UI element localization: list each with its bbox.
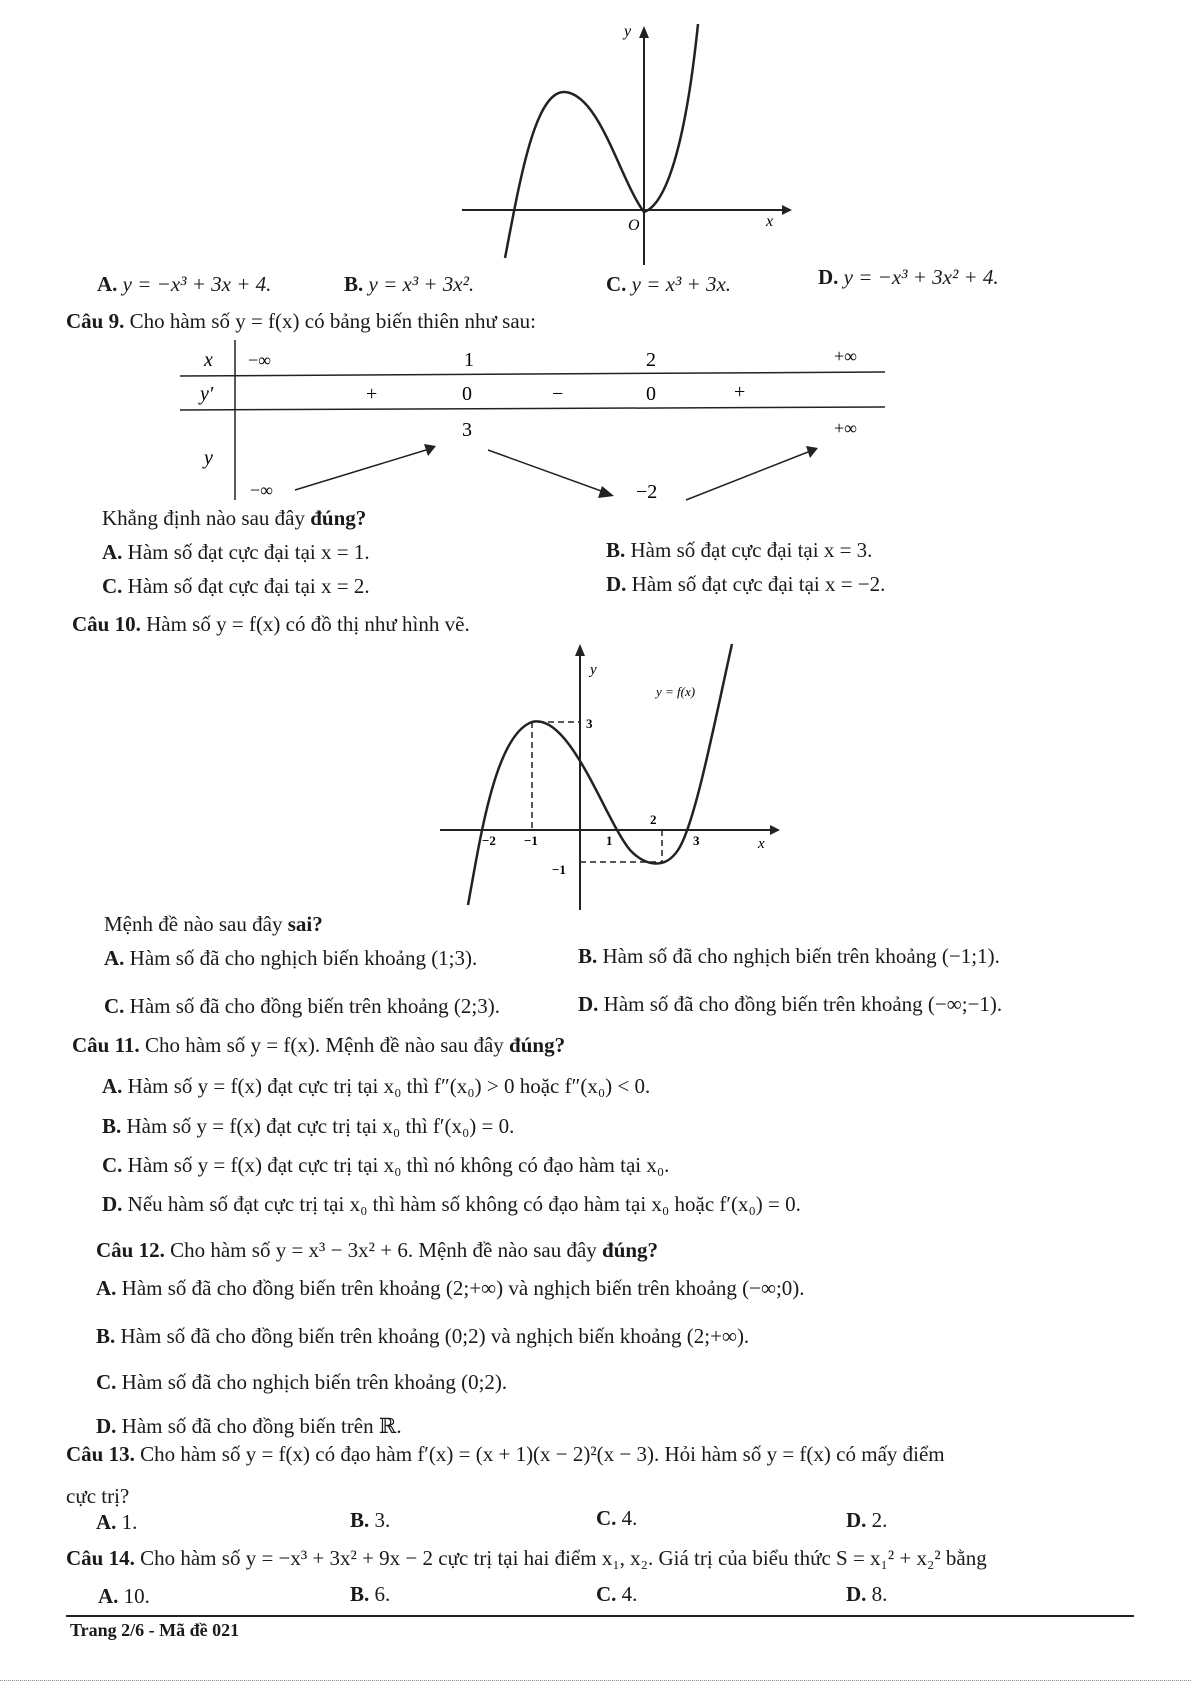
graph1-origin-label: O — [628, 217, 640, 234]
q12-answer-a-text: Hàm số đã cho đồng biến trên khoảng (2;+∞) và nghịch biến trên khoảng (−∞;0). — [121, 1276, 805, 1300]
q9-title: Câu 9. — [66, 309, 125, 333]
q13-answer-a[interactable] — [96, 1510, 137, 1535]
q10-stem-text: Hàm số y = f(x) có đồ thị như hình vẽ. — [146, 612, 470, 636]
q14-answer-b-label: B. — [350, 1582, 370, 1606]
q12-answer-d-text: Hàm số đã cho đồng biến trên ℝ. — [121, 1414, 402, 1438]
table-x-2: 2 — [646, 349, 656, 371]
q8-answer-b[interactable] — [344, 272, 474, 297]
q9-stem — [66, 309, 536, 334]
q12-answer-a[interactable] — [96, 1276, 805, 1301]
graph1-curve — [505, 24, 698, 258]
q14-answer-d-text: 8. — [871, 1582, 888, 1606]
q10-y-arrow — [575, 644, 585, 656]
q10-tick-1: 1 — [606, 833, 613, 848]
table-arrow-down — [488, 450, 604, 492]
q14-stem-text: Cho hàm số y = −x³ + 3x² + 9x − 2 cực trị tại hai điểm x₁, x₂. Giá trị của biểu thức S = x₁² + x₂² bằng — [140, 1546, 987, 1570]
q13-answer-b-label: B. — [350, 1508, 370, 1532]
q9-stem-text: Cho hàm số y = f(x) có bảng biến thiên như sau: — [129, 309, 537, 333]
q10-tick-2: 2 — [650, 812, 657, 827]
q10-answer-d[interactable] — [578, 992, 1002, 1017]
table-yprime-minus: − — [552, 383, 564, 405]
q14-answer-d[interactable] — [846, 1582, 887, 1607]
q13-answer-c-label: C. — [596, 1506, 617, 1530]
q9-question — [102, 506, 366, 531]
q13-answer-c-text: 4. — [621, 1506, 638, 1530]
table-yprime-zero-2: 0 — [646, 383, 656, 405]
q10-question-bold: sai? — [287, 912, 323, 936]
table-y-label: y — [204, 447, 213, 469]
q10-answer-d-label: D. — [578, 992, 599, 1016]
graph1-x-label: x — [766, 213, 774, 230]
q12-stem — [96, 1238, 658, 1263]
q13-answer-d[interactable] — [846, 1508, 887, 1533]
q11-stem-bold: đúng? — [509, 1033, 566, 1057]
q9-question-bold: đúng? — [310, 506, 367, 530]
q9-answer-d-label: D. — [606, 572, 627, 596]
footer-code: 021 — [212, 1620, 240, 1640]
q14-answer-d-label: D. — [846, 1582, 867, 1606]
q12-answer-b[interactable] — [96, 1324, 749, 1349]
q14-answer-a-label: A. — [98, 1584, 119, 1608]
page-bottom-edge — [0, 1680, 1191, 1681]
q10-question — [104, 912, 323, 937]
q14-answer-c-text: 4. — [621, 1582, 638, 1606]
q8-answer-d[interactable] — [818, 265, 999, 290]
q9-answer-a-label: A. — [102, 540, 123, 564]
q11-answer-b-text: Hàm số y = f(x) đạt cực trị tại x₀ thì f′(x₀) = 0. — [126, 1114, 515, 1138]
q9-answer-c[interactable] — [102, 574, 370, 599]
q8-answer-c[interactable] — [606, 272, 731, 297]
q12-answer-d-label: D. — [96, 1414, 117, 1438]
q10-graph — [440, 640, 790, 910]
table-hline-2 — [180, 407, 885, 410]
q10-stem — [72, 612, 470, 637]
q12-answer-c-label: C. — [96, 1370, 117, 1394]
q10-title: Câu 10. — [72, 612, 141, 636]
q11-answer-c-text: Hàm số y = f(x) đạt cực trị tại x₀ thì nó không có đạo hàm tại x₀. — [127, 1153, 670, 1177]
q13-answer-d-text: 2. — [871, 1508, 888, 1532]
q10-y-label: y — [590, 662, 597, 678]
q9-answer-a-text: Hàm số đạt cực đại tại x = 1. — [127, 540, 370, 564]
q11-answer-d-text: Nếu hàm số đạt cực trị tại x₀ thì hàm số không có đạo hàm tại x₀ hoặc f′(x₀) = 0. — [127, 1192, 801, 1216]
table-arrow-up-2 — [686, 452, 808, 500]
q11-stem-text: Cho hàm số y = f(x). Mệnh đề nào sau đây — [144, 1033, 504, 1057]
q8-answer-d-label: D. — [818, 265, 839, 289]
q12-stem-bold: đúng? — [602, 1238, 659, 1262]
table-x-pos-inf: +∞ — [834, 346, 857, 366]
q10-tick-y3: 3 — [586, 716, 593, 731]
q10-answer-a-text: Hàm số đã cho nghịch biến khoảng (1;3). — [129, 946, 478, 970]
q9-answer-c-label: C. — [102, 574, 123, 598]
q10-answer-c[interactable] — [104, 994, 500, 1019]
q12-answer-c-text: Hàm số đã cho nghịch biến trên khoảng (0;2). — [121, 1370, 508, 1394]
q14-answer-c[interactable] — [596, 1582, 637, 1607]
q10-answer-d-text: Hàm số đã cho đồng biến trên khoảng (−∞;−1). — [603, 992, 1003, 1016]
q9-answer-c-text: Hàm số đạt cực đại tại x = 2. — [127, 574, 370, 598]
q12-title: Câu 12. — [96, 1238, 165, 1262]
q10-tick-x3: 3 — [693, 833, 700, 848]
q13-stem-cont: cực trị? — [66, 1484, 130, 1508]
table-yprime-plus-1: + — [366, 383, 378, 405]
q9-question-text: Khẳng định nào sau đây — [102, 506, 305, 530]
table-yprime-label: y′ — [200, 383, 214, 405]
graph1-x-arrow — [782, 205, 792, 215]
q8-answer-a[interactable] — [97, 272, 271, 297]
q13-stem-text: Cho hàm số y = f(x) có đạo hàm f′(x) = (x + 1)(x − 2)²(x − 3). Hỏi hàm số y = f(x) có mấy điểm — [140, 1442, 945, 1466]
q10-answer-a[interactable] — [104, 946, 477, 971]
q14-answer-a[interactable] — [98, 1584, 150, 1609]
q10-answer-b[interactable] — [578, 944, 1000, 969]
q11-answer-a-text: Hàm số y = f(x) đạt cực trị tại x₀ thì f″(x₀) > 0 hoặc f″(x₀) < 0. — [127, 1074, 651, 1098]
table-y-neg-inf: −∞ — [250, 480, 273, 500]
table-hline-1 — [180, 372, 885, 376]
table-x-1: 1 — [464, 349, 474, 371]
q13-answer-b[interactable] — [350, 1508, 390, 1533]
table-arrow-up-1 — [295, 450, 426, 490]
q10-tick-yneg1: −1 — [552, 862, 566, 877]
q14-title: Câu 14. — [66, 1546, 135, 1570]
q10-answer-a-label: A. — [104, 946, 125, 970]
q10-answer-b-label: B. — [578, 944, 598, 968]
q9-answer-a[interactable] — [102, 540, 370, 565]
q11-answer-b-label: B. — [102, 1114, 122, 1138]
table-yprime-plus-2: + — [734, 381, 746, 403]
q12-answer-b-label: B. — [96, 1324, 116, 1348]
q10-answer-b-text: Hàm số đã cho nghịch biến trên khoảng (−1;1). — [602, 944, 1000, 968]
graph1-y-arrow — [639, 26, 649, 38]
q9-answer-b-label: B. — [606, 538, 626, 562]
q10-x-label: x — [758, 836, 765, 852]
q13-title: Câu 13. — [66, 1442, 135, 1466]
q8-answer-d-text: y = −x³ + 3x² + 4. — [843, 265, 999, 289]
q10-x-arrow — [770, 825, 780, 835]
q13-answer-a-label: A. — [96, 1510, 117, 1534]
q11-title: Câu 11. — [72, 1033, 140, 1057]
q9-variation-table — [180, 340, 900, 515]
q10-tick-neg1: −1 — [524, 833, 538, 848]
q10-question-text: Mệnh đề nào sau đây — [104, 912, 283, 936]
q10-tick-neg2: −2 — [482, 833, 496, 848]
q14-answer-c-label: C. — [596, 1582, 617, 1606]
table-x-neg-inf: −∞ — [248, 350, 271, 370]
q8-answer-b-label: B. — [344, 272, 364, 296]
table-y-neg-2: −2 — [636, 481, 658, 503]
q11-answer-d-label: D. — [102, 1192, 123, 1216]
q9-answer-d-text: Hàm số đạt cực đại tại x = −2. — [631, 572, 886, 596]
q12-stem-text: Cho hàm số y = x³ − 3x² + 6. Mệnh đề nào sau đây — [170, 1238, 597, 1262]
table-y-3: 3 — [462, 419, 472, 441]
footer-text: Trang 2/6 - Mã đề — [70, 1620, 208, 1640]
q11-answer-a-label: A. — [102, 1074, 123, 1098]
q9-answer-b[interactable] — [606, 538, 872, 563]
q13-stem — [66, 1442, 945, 1467]
q11-answer-b[interactable] — [102, 1114, 514, 1139]
q12-answer-c[interactable] — [96, 1370, 507, 1395]
table-x-label: x — [204, 349, 213, 371]
table-y-pos-inf: +∞ — [834, 418, 857, 438]
q12-answer-b-text: Hàm số đã cho đồng biến trên khoảng (0;2) và nghịch biến khoảng (2;+∞). — [120, 1324, 750, 1348]
graph1-y-label: y — [624, 23, 632, 40]
q11-answer-c-label: C. — [102, 1153, 123, 1177]
q14-answer-a-text: 10. — [123, 1584, 150, 1608]
q10-answer-c-text: Hàm số đã cho đồng biến trên khoảng (2;3). — [129, 994, 501, 1018]
q8-answer-a-text: y = −x³ + 3x + 4. — [122, 272, 272, 296]
q10-curve-label: y = f(x) — [656, 684, 696, 699]
q9-answer-d[interactable] — [606, 572, 885, 597]
q13-answer-d-label: D. — [846, 1508, 867, 1532]
q10-answer-c-label: C. — [104, 994, 125, 1018]
q8-answer-c-label: C. — [606, 272, 627, 296]
q8-answer-a-label: A. — [97, 272, 118, 296]
q14-answer-b[interactable] — [350, 1582, 390, 1607]
footer-divider — [66, 1615, 1134, 1617]
q12-answer-d[interactable] — [96, 1414, 402, 1439]
q12-answer-a-label: A. — [96, 1276, 117, 1300]
graph-cubic-top — [440, 20, 800, 270]
q13-answer-b-text: 3. — [374, 1508, 391, 1532]
q8-answer-c-text: y = x³ + 3x. — [631, 272, 732, 296]
q11-answer-c[interactable] — [102, 1153, 669, 1178]
page-footer — [70, 1620, 239, 1641]
q13-answer-a-text: 1. — [121, 1510, 138, 1534]
table-arrow-down-head — [598, 486, 614, 498]
q11-stem — [72, 1033, 565, 1058]
q11-answer-a[interactable] — [102, 1074, 650, 1099]
q14-stem — [66, 1546, 987, 1571]
q13-answer-c[interactable] — [596, 1506, 637, 1531]
q11-answer-d[interactable] — [102, 1192, 801, 1217]
q8-answer-b-text: y = x³ + 3x². — [368, 272, 475, 296]
q14-answer-b-text: 6. — [374, 1582, 391, 1606]
q9-answer-b-text: Hàm số đạt cực đại tại x = 3. — [630, 538, 873, 562]
table-yprime-zero-1: 0 — [462, 383, 472, 405]
